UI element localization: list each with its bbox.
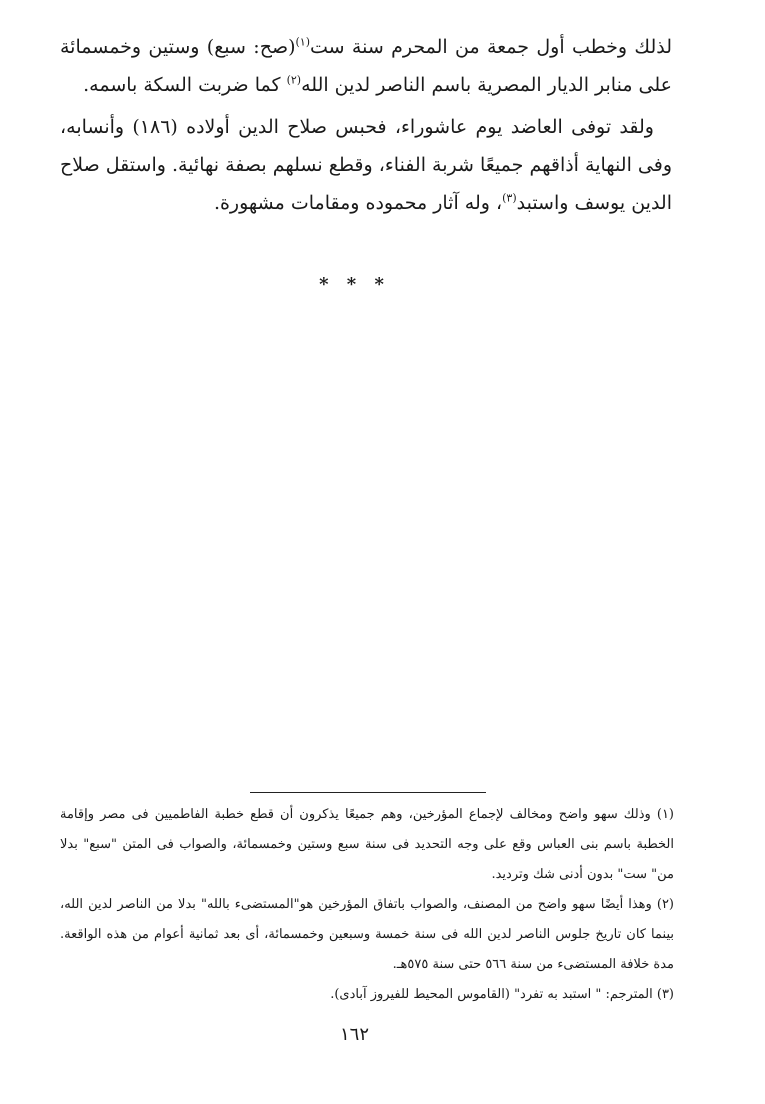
footnotes [60,800,674,1010]
paragraph-1-text-b: (صح: سبع) وستين وخمسمائة على منابر الديار المصرية باسم الناصر لدين الله [60,36,672,96]
footnote-ref-3[interactable]: (٣) [502,191,517,205]
footnote-divider [250,792,486,793]
paragraph-1 [60,28,672,104]
footnote-ref-1[interactable]: (١) [295,35,311,49]
paragraph-2-text-a: ولقد توفى العاضد يوم عاشوراء، فحبس صلاح الدين أولاده (١٨٦) وأنسابه، وفى النهاية أذاقهم جميعًا شربة الفناء، وقطع نسلهم بصفة نهائية. واستقل صلاح الدين يوسف واستبد [60,116,672,214]
footnote-3: (٣) المترجم: " استبد به تفرد" (القاموس المحيط للفيروز آبادى). [330,987,674,1002]
page-number: ١٦٢ [339,1024,369,1045]
paragraph-1-text-a: لذلك وخطب أول جمعة من المحرم سنة ست [310,36,672,58]
footnote-2: (٢) وهذا أيضًا سهو واضح من المصنف، والصواب باتفاق المؤرخين هو"المستضىء بالله" بدلا من الناصر لدين الله، بينما كان تاريخ جلوس الناصر لدين الله فى سنة خمسة وسبعين وخمسمائة، أى بعد ثمانية أعوام من هذه الواقعة. مدة خلافة المستضىء من سنة ٥٦٦ حتى سنة ٥٧٥هـ. [60,897,674,972]
footnote-ref-2[interactable]: (٢) [286,73,302,87]
paragraph-1-text-c: كما ضربت السكة باسمه. [83,74,287,96]
footnote-1: (١) وذلك سهو واضح ومخالف لإجماع المؤرخين، وهم جميعًا يذكرون أن قطع خطبة الفاطميين فى مصر وإقامة الخطبة باسم بنى العباس وقع على وجه التحديد فى سنة سبع وستين وخمسمائة، والصواب فى المتن "سبع" بدلا من" ست" بدون أدنى شك وترديد. [60,807,674,882]
main-text [60,28,672,226]
section-separator: * * * [319,274,390,295]
paragraph-2-text-b: ، وله آثار محموده ومقامات مشهورة. [213,192,503,214]
paragraph-2 [60,108,672,222]
